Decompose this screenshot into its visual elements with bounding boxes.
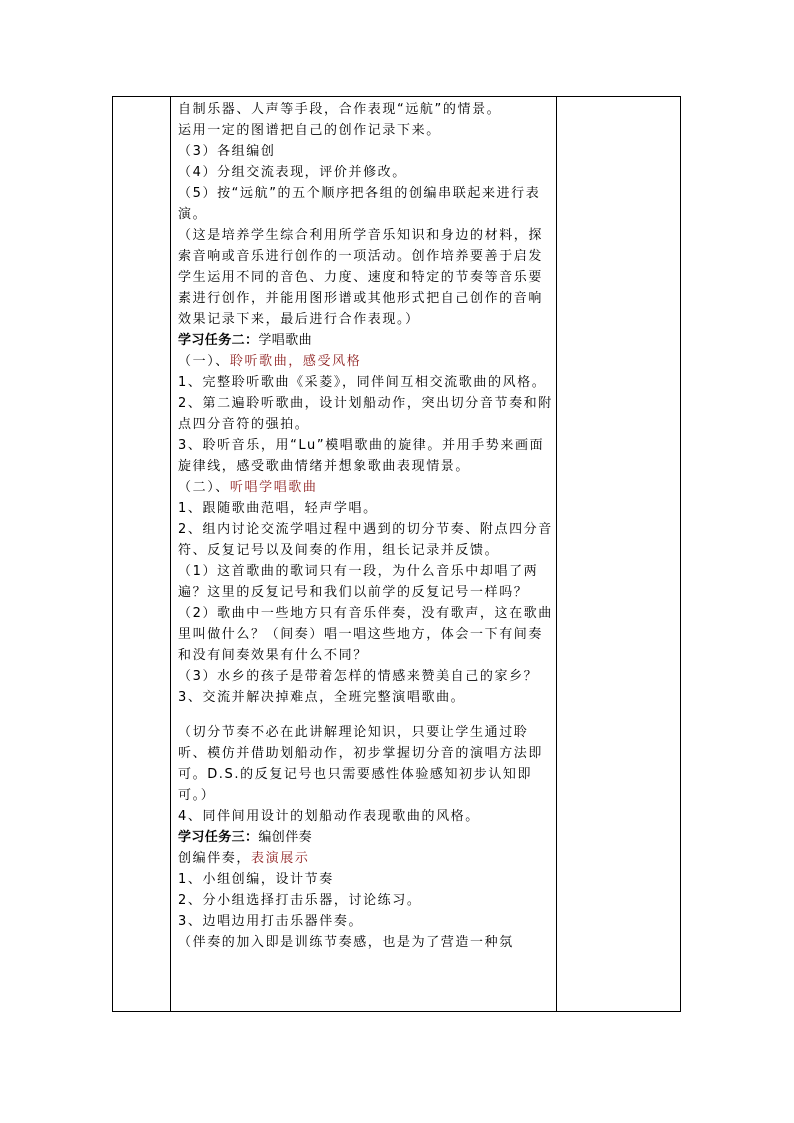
subheading-highlight: 听唱学唱歌曲 bbox=[229, 480, 318, 495]
subheading bbox=[178, 848, 554, 869]
paragraph: 运用一定的图谱把自己的创作记录下来。 bbox=[178, 123, 441, 138]
subheading-prefix: （一）、 bbox=[178, 354, 230, 369]
paragraph: 1、跟随歌曲范唱，轻声学唱。 bbox=[178, 501, 378, 516]
paragraph-note: （这是培养学生综合利用所学音乐知识和身边的材料，探索音响或音乐进行创作的一项活动。创作培养要善于启发学生运用不同的音色、力度、速度和特定的节奏等音乐要素进行创作，并能用图形谱或其他形式把自己创作的音响效果记录下来，最后进行合作表现。） bbox=[178, 228, 544, 327]
paragraph: 自制乐器、人声等手段，合作表现“远航”的情景。 bbox=[178, 102, 502, 117]
subheading-prefix: 创编伴奏， bbox=[178, 851, 252, 866]
section-heading-title: 学唱歌曲 bbox=[258, 333, 313, 348]
section-heading-label: 学习任务三： bbox=[178, 830, 259, 845]
blank-line bbox=[178, 708, 554, 722]
paragraph: （2）歌曲中一些地方只有音乐伴奏，没有歌声，这在歌曲里叫做什么？（间奏）唱一唱这些地方，体会一下有间奏和没有间奏效果有什么不同？ bbox=[178, 606, 553, 663]
subheading-prefix: （二）、 bbox=[178, 480, 230, 495]
paragraph-note: （切分节奏不必在此讲解理论知识，只要让学生通过聆听、模仿并借助划船动作，初步掌握切分音的演唱方法即可。D.S.的反复记号也只需要感性体验感知初步认知即可。） bbox=[178, 725, 544, 803]
paragraph: 3、边唱边用打击乐器伴奏。 bbox=[178, 914, 364, 929]
section-heading-title: 编创伴奏 bbox=[258, 830, 313, 845]
paragraph: （3）各组编创 bbox=[178, 144, 276, 159]
section-heading-task-2 bbox=[178, 330, 554, 351]
subheading bbox=[178, 477, 554, 498]
paragraph: （1）这首歌曲的歌词只有一段，为什么音乐中却唱了两遍？这里的反复记号和我们以前学的反复记号一样吗？ bbox=[178, 564, 539, 600]
paragraph: （5）按“远航”的五个顺序把各组的创编串联起来进行表演。 bbox=[178, 186, 541, 222]
subheading bbox=[178, 351, 554, 372]
paragraph: 2、第二遍聆听歌曲，设计划船动作，突出切分音节奏和附点四分音符的强拍。 bbox=[178, 396, 553, 432]
table-column-divider-right bbox=[556, 97, 557, 1011]
section-heading-label: 学习任务二： bbox=[178, 333, 259, 348]
paragraph: （4）分组交流表现，评价并修改。 bbox=[178, 165, 407, 180]
paragraph: 1、小组创编，设计节奏 bbox=[178, 872, 334, 887]
subheading-highlight: 聆听歌曲，感受风格 bbox=[229, 354, 362, 369]
paragraph: 2、组内讨论交流学唱过程中遇到的切分节奏、附点四分音符、反复记号以及间奏的作用，组长记录并反馈。 bbox=[178, 522, 553, 558]
paragraph: 3、聆听音乐，用“Lu”模唱歌曲的旋律。并用手势来画面旋律线，感受歌曲情绪并想象歌曲表现情景。 bbox=[178, 438, 545, 474]
lesson-plan-table bbox=[112, 96, 681, 1012]
table-column-divider-left bbox=[170, 97, 171, 1011]
paragraph: 4、同伴间用设计的划船动作表现歌曲的风格。 bbox=[178, 809, 480, 824]
paragraph: 1、完整聆听歌曲《采菱》，同伴间互相交流歌曲的风格。 bbox=[178, 375, 547, 390]
section-heading-task-3 bbox=[178, 827, 554, 848]
subheading-highlight: 表演展示 bbox=[251, 851, 310, 866]
paragraph: 2、分小组选择打击乐器，讨论练习。 bbox=[178, 893, 422, 908]
paragraph: 3、交流并解决掉难点，全班完整演唱歌曲。 bbox=[178, 690, 466, 705]
paragraph: （伴奏的加入即是训练节奏感，也是为了营造一种氛 bbox=[178, 935, 514, 950]
paragraph: （3）水乡的孩子是带着怎样的情感来赞美自己的家乡？ bbox=[178, 669, 539, 684]
main-content-cell bbox=[178, 99, 554, 953]
